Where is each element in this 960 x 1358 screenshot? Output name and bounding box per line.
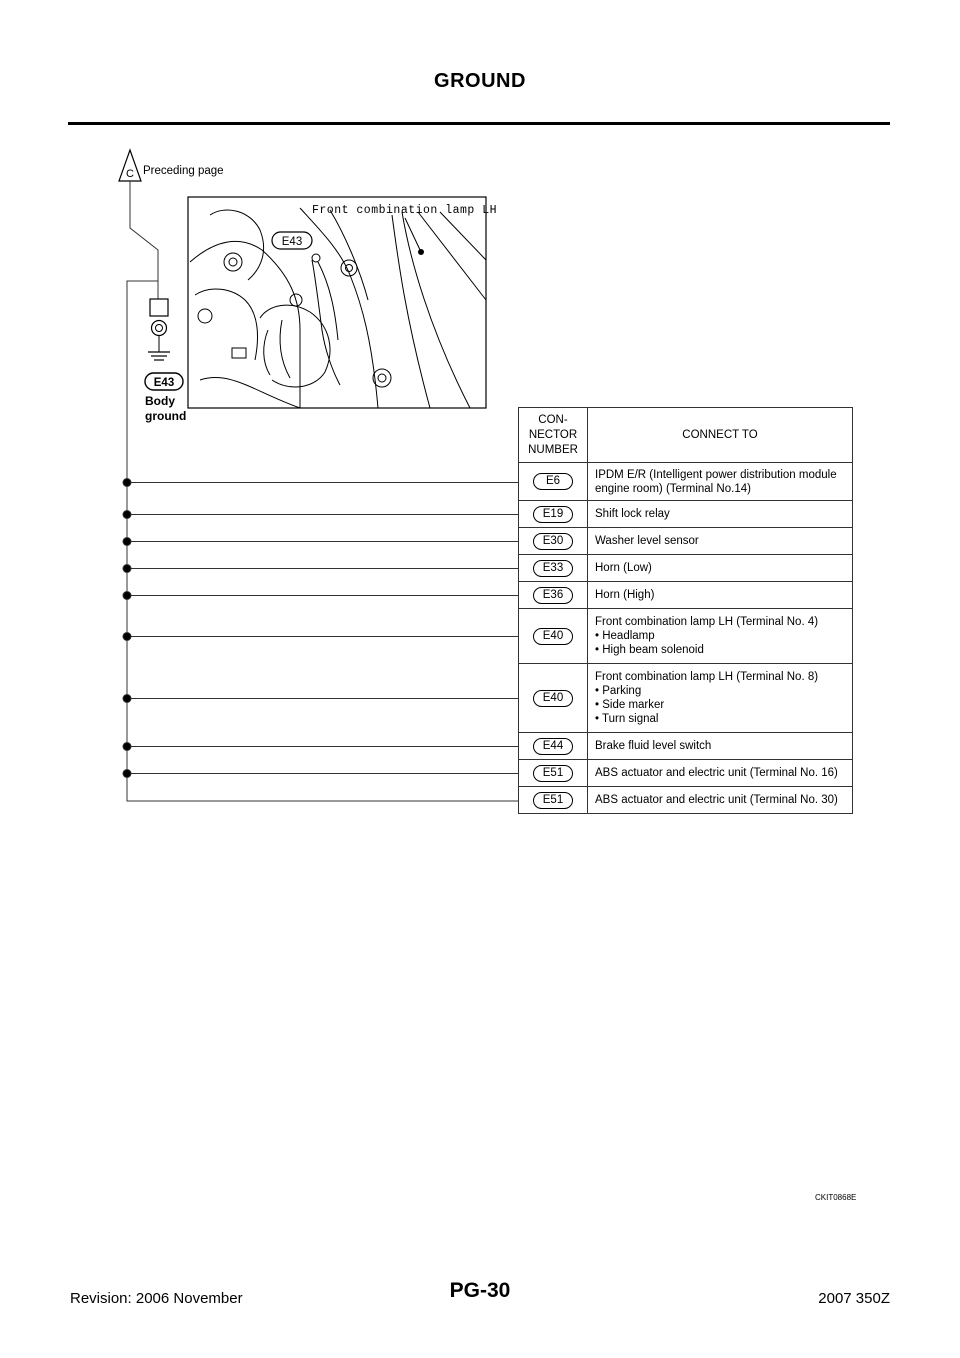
- page-title: GROUND: [434, 70, 526, 92]
- continuation-marker-letter: C: [126, 168, 134, 180]
- table-row: [519, 582, 853, 609]
- figure-code: CKIT0868E: [815, 1193, 857, 1202]
- table-row: [519, 733, 853, 760]
- connect-to-text: IPDM E/R (Intelligent power distribution module: [595, 468, 837, 481]
- connect-to-text: Washer level sensor: [595, 535, 699, 547]
- connector-pill: E40: [533, 690, 573, 707]
- connect-to-bullet: • Side marker: [595, 698, 852, 712]
- connect-to-text: Front combination lamp LH (Terminal No. 8): [595, 671, 819, 683]
- table-row: [519, 555, 853, 582]
- body-ground-line1: Body: [145, 394, 175, 408]
- header-connect-to: CONNECT TO: [588, 408, 853, 463]
- ground-connector-box: [150, 299, 168, 316]
- splice-dot: [123, 538, 131, 546]
- connect-to-bullet: • Headlamp: [595, 629, 852, 643]
- footer-revision: Revision: 2006 November: [70, 1290, 243, 1307]
- body-ground-line2: ground: [145, 409, 187, 423]
- splice-dot: [123, 565, 131, 573]
- connector-pill: E36: [533, 587, 573, 604]
- connector-pill: E33: [533, 560, 573, 577]
- footer-model: 2007 350Z: [818, 1290, 890, 1307]
- connector-pill: E19: [533, 506, 573, 523]
- photo-connector-label: E43: [281, 236, 303, 248]
- table-row: [519, 787, 853, 814]
- connect-to-text: Horn (Low): [595, 562, 652, 574]
- preceding-page-label: Preceding page: [143, 165, 224, 177]
- table-header-row: [519, 408, 853, 463]
- connect-to-text: ABS actuator and electric unit (Terminal No. 30): [595, 794, 838, 806]
- connector-pill: E44: [533, 738, 573, 755]
- header-number-line1: CON-: [538, 413, 568, 426]
- splice-dot: [123, 592, 131, 600]
- connector-pill: E40: [533, 628, 573, 645]
- table-row: [519, 501, 853, 528]
- splice-dot: [123, 770, 131, 778]
- table-row: [519, 664, 853, 733]
- table-row: [519, 760, 853, 787]
- splice-dot: [123, 633, 131, 641]
- ground-connector-label: E43: [153, 377, 175, 389]
- connector-pill: E51: [533, 792, 573, 809]
- connect-to-text: Shift lock relay: [595, 508, 670, 520]
- connect-to-text: ABS actuator and electric unit (Terminal No. 16): [595, 767, 838, 779]
- connect-to-text: engine room) (Terminal No.14): [595, 482, 751, 495]
- connector-pill: E6: [533, 473, 573, 490]
- header-number-line2: NECTOR: [528, 428, 578, 441]
- table-row: [519, 609, 853, 664]
- connect-to-bullet: • High beam solenoid: [595, 643, 852, 657]
- connect-to-text: Front combination lamp LH (Terminal No. 4): [595, 616, 819, 628]
- splice-dot: [123, 511, 131, 519]
- header-connector-number: [519, 408, 588, 463]
- connect-to-bullet: • Parking: [595, 684, 852, 698]
- photo-caption: Front combination lamp LH: [312, 204, 498, 217]
- connector-table: [518, 407, 853, 814]
- header-number-line3: NUMBER: [528, 443, 578, 456]
- footer-page-number: PG-30: [449, 1279, 511, 1302]
- connector-pill: E51: [533, 765, 573, 782]
- connect-to-text: Brake fluid level switch: [595, 740, 712, 752]
- branch-wires: [123, 479, 518, 778]
- ground-terminal-inner: [156, 325, 163, 332]
- connect-to-text: Horn (High): [595, 589, 655, 601]
- splice-dot: [123, 743, 131, 751]
- table-row: [519, 463, 853, 501]
- splice-dot: [123, 695, 131, 703]
- splice-dot: [123, 479, 131, 487]
- location-photo: [188, 197, 486, 408]
- table-row: [519, 528, 853, 555]
- connector-pill: E30: [533, 533, 573, 550]
- connect-to-bullet: • Turn signal: [595, 712, 852, 726]
